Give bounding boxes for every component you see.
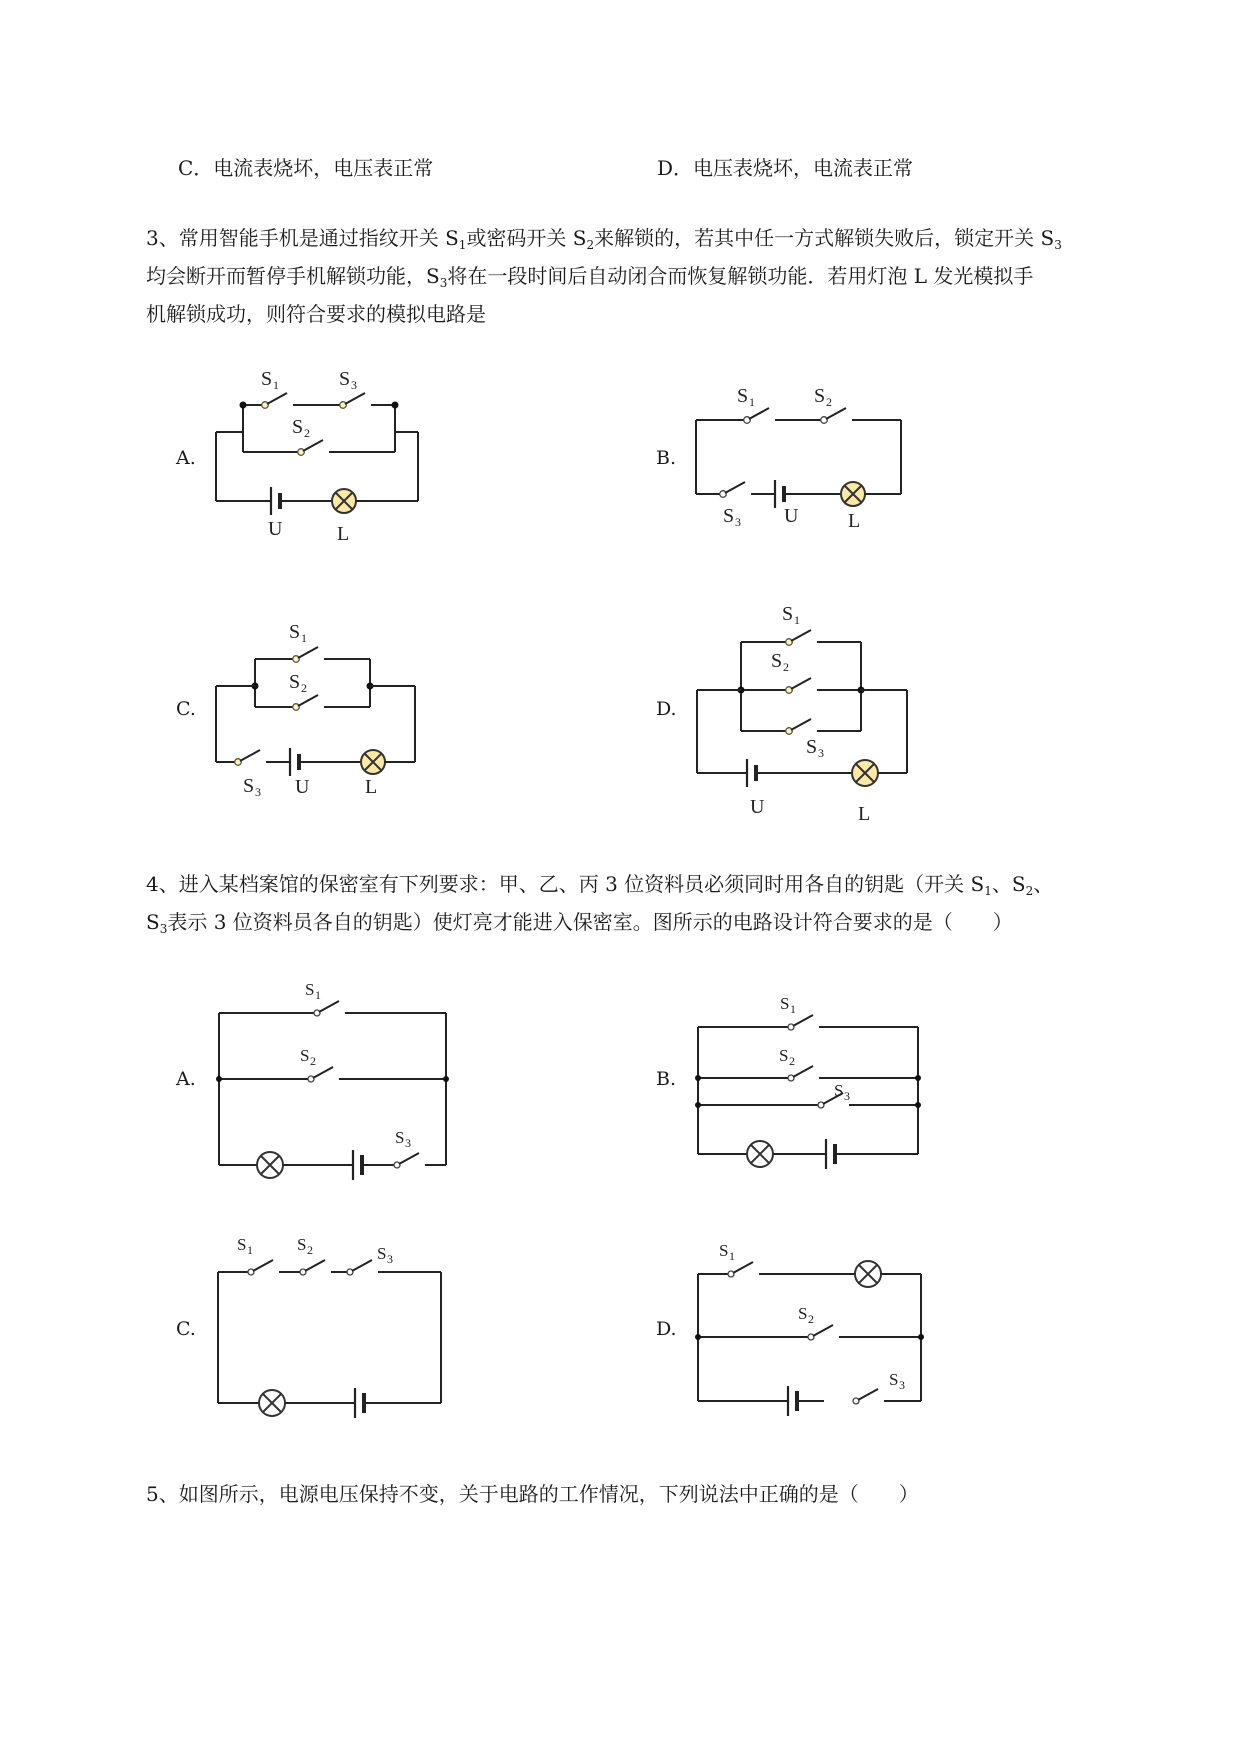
- q3-text-seg: 将在一段时间后自动闭合而恢复解锁功能．若用灯泡 L 发光模拟手: [447, 264, 1034, 288]
- svg-text:S: S: [798, 1304, 808, 1323]
- svg-text:S: S: [305, 980, 315, 999]
- subscript: 3: [1054, 238, 1062, 252]
- svg-text:3: 3: [351, 378, 357, 392]
- label-s1: S: [261, 368, 273, 390]
- svg-text:1: 1: [315, 988, 321, 1002]
- svg-text:3: 3: [255, 785, 261, 799]
- svg-text:S: S: [395, 1128, 405, 1147]
- q4-circuit-d: [685, 1235, 935, 1425]
- q3-option-d-label: D.: [656, 698, 677, 720]
- svg-text:S: S: [889, 1370, 899, 1389]
- q3-circuit-d: [685, 595, 925, 825]
- svg-text:2: 2: [307, 1243, 313, 1257]
- q3-text-seg: 3、常用智能手机是通过指纹开关 S: [146, 226, 459, 250]
- q4-line-1: [146, 870, 1053, 898]
- q4-circuit-b: [685, 990, 935, 1180]
- q4-option-d-label: D.: [656, 1318, 677, 1340]
- svg-text:S: S: [289, 621, 301, 643]
- q5-text: 5、如图所示，电源电压保持不变，关于电路的工作情况，下列说法中正确的是（ ）: [146, 1482, 919, 1506]
- q3-circuit-a: [205, 365, 435, 545]
- q3-option-c-label: C.: [176, 698, 196, 720]
- svg-text:U: U: [784, 505, 799, 527]
- q3-circuit-c: [205, 610, 435, 800]
- svg-text:S: S: [297, 1235, 307, 1254]
- q4-circuit-c: [205, 1225, 465, 1425]
- q4-line-2: [146, 908, 1013, 936]
- svg-text:2: 2: [789, 1054, 795, 1068]
- q3-option-a-label: A.: [176, 447, 196, 469]
- svg-text:L: L: [858, 803, 871, 825]
- q2-option-d: D．电压表烧坏，电流表正常: [657, 156, 914, 180]
- svg-text:2: 2: [783, 660, 789, 674]
- svg-text:1: 1: [273, 378, 279, 392]
- svg-text:1: 1: [749, 395, 755, 409]
- q3-circuit-b: [685, 380, 915, 540]
- q4-circuit-a: [205, 975, 465, 1185]
- svg-text:3: 3: [844, 1089, 850, 1103]
- svg-text:S: S: [806, 736, 818, 758]
- svg-text:S: S: [723, 505, 735, 527]
- label-l: L: [337, 523, 350, 545]
- svg-text:S: S: [814, 385, 826, 407]
- svg-text:3: 3: [405, 1136, 411, 1150]
- q3-text-seg: 或密码开关 S: [466, 226, 587, 250]
- svg-text:2: 2: [826, 395, 832, 409]
- q2-option-c: C．电流表烧坏，电压表正常: [178, 156, 434, 180]
- subscript: 2: [586, 238, 595, 252]
- svg-text:S: S: [377, 1244, 387, 1263]
- svg-text:S: S: [243, 775, 255, 797]
- svg-text:L: L: [848, 510, 861, 532]
- q4-text-seg: 、S: [991, 872, 1026, 896]
- svg-text:S: S: [237, 1235, 247, 1254]
- svg-text:2: 2: [301, 681, 307, 695]
- q4-option-c-label: C.: [176, 1318, 196, 1340]
- q4-text-seg: 表示 3 位资料员各自的钥匙）使灯亮才能进入保密室。图所示的电路设计符合要求的是（ ）: [167, 910, 1013, 934]
- svg-text:3: 3: [818, 746, 824, 760]
- svg-text:S: S: [834, 1081, 844, 1100]
- q3-text-seg: 均会断开而暂停手机解锁功能，S: [146, 264, 440, 288]
- label-s2: S: [292, 416, 304, 438]
- svg-text:S: S: [780, 994, 790, 1013]
- subscript: 1: [458, 238, 467, 252]
- svg-text:S: S: [782, 603, 794, 625]
- subscript: 3: [159, 922, 168, 936]
- svg-text:2: 2: [304, 426, 310, 440]
- svg-text:2: 2: [310, 1054, 316, 1068]
- q4-text-seg: 、: [1033, 872, 1054, 896]
- label-s3: S: [339, 368, 351, 390]
- q3-line-3: 机解锁成功，则符合要求的模拟电路是: [146, 302, 486, 326]
- svg-text:U: U: [295, 776, 310, 798]
- svg-text:L: L: [365, 776, 378, 798]
- svg-text:S: S: [737, 385, 749, 407]
- subscript: 1: [984, 884, 992, 898]
- svg-text:U: U: [750, 796, 765, 818]
- svg-text:S: S: [300, 1046, 310, 1065]
- q3-option-b-label: B.: [656, 447, 677, 469]
- svg-text:3: 3: [387, 1252, 393, 1266]
- svg-text:1: 1: [301, 631, 307, 645]
- subscript: 2: [1025, 884, 1034, 898]
- svg-text:3: 3: [735, 515, 741, 529]
- svg-text:2: 2: [808, 1312, 814, 1326]
- q4-option-b-label: B.: [656, 1068, 677, 1090]
- q3-text-seg: 来解锁的，若其中任一方式解锁失败后，锁定开关 S: [594, 226, 1055, 250]
- q4-option-a-label: A.: [176, 1068, 196, 1090]
- svg-text:1: 1: [794, 613, 800, 627]
- svg-text:1: 1: [247, 1243, 253, 1257]
- svg-text:S: S: [771, 650, 783, 672]
- svg-text:S: S: [779, 1046, 789, 1065]
- label-u: U: [268, 518, 283, 540]
- subscript: 3: [439, 276, 448, 290]
- q3-line-2: [146, 262, 1033, 290]
- svg-text:S: S: [719, 1241, 729, 1260]
- svg-text:1: 1: [729, 1249, 735, 1263]
- svg-text:S: S: [289, 671, 301, 693]
- q3-line-1: [146, 224, 1062, 252]
- svg-text:1: 1: [790, 1002, 796, 1016]
- q4-text-seg: S: [146, 910, 160, 934]
- svg-text:3: 3: [899, 1378, 905, 1392]
- q4-text-seg: 4、进入某档案馆的保密室有下列要求：甲、乙、丙 3 位资料员必须同时用各自的钥匙（开关 S: [146, 872, 985, 896]
